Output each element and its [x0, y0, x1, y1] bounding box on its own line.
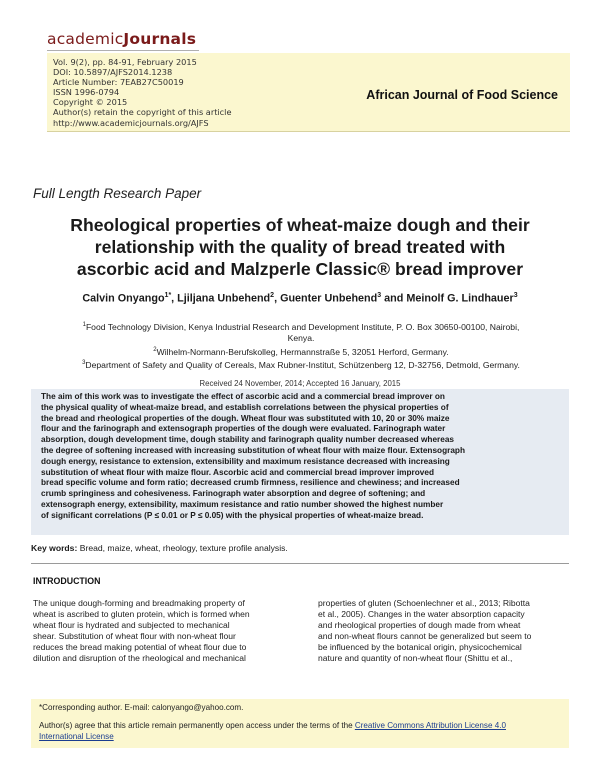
license-text: Author(s) agree that this article remain permanently open access under the terms of the: [39, 721, 355, 730]
intro-line: properties of gluten (Schoenlechner et al., 2013; Ribotta: [318, 598, 530, 608]
journal-name: African Journal of Food Science: [366, 88, 558, 102]
author-name: Ljiljana Unbehend: [177, 292, 271, 305]
title-line: ascorbic acid and Malzperle Classic® bread improver: [76, 259, 524, 279]
abstract-line: The aim of this work was to investigate the effect of ascorbic acid and a commercial bread improver on: [41, 392, 445, 401]
intro-line: and rheological properties of dough made from wheat: [318, 620, 521, 631]
author-name: Calvin Onyango: [82, 292, 165, 305]
meta-rights: Author(s) retain the copyright of this article: [53, 107, 232, 118]
abstract-line: the degree of softening increased with increasing substitution of wheat flour with maize flour. Extensograph: [41, 445, 466, 455]
intro-line: and non-wheat flours cannot be generalized but seem to: [318, 631, 532, 642]
intro-line: wheat is ascribed to gluten protein, which is formed when: [33, 609, 250, 620]
abstract-line: flour and the farinograph and extensograph properties of the dough were evaluated. Farinograph water: [41, 424, 446, 434]
author-separator: and: [381, 292, 407, 305]
license-link[interactable]: Creative Commons Attribution License 4.0: [354, 721, 506, 730]
abstract-line: the bread and rheological properties of the dough. Wheat flour was substituted with 10, 20 or 30% maize: [41, 413, 450, 423]
meta-copyright: Copyright © 2015: [53, 97, 128, 108]
license-note: [39, 721, 559, 742]
intro-column-left: [33, 598, 281, 665]
intro-line: The unique dough-forming and breadmaking property of: [33, 598, 245, 608]
intro-line: be influenced by the botanical origin, physicochemical: [318, 642, 522, 653]
abstract-line: absorption, dough development time, dough stability and farinograph quality number decreased whereas: [41, 435, 455, 445]
affiliation-3: $^3$Department of Safety and Quality of Cereals, Max Rubner-Institut, Schützenberg 12, D-32756, Detmold, Germany.: [82, 359, 520, 370]
abstract-line: of significant correlations (P ≤ 0.01 or P ≤ 0.05) with the physical properties of wheat-maize bread.: [41, 510, 424, 520]
logo-text-academic: academic: [47, 30, 124, 48]
title-line: Rheological properties of wheat-maize dough and their: [70, 215, 530, 235]
meta-issn: ISSN 1996-0794: [53, 87, 120, 98]
paper-type: Full Length Research Paper: [33, 186, 202, 201]
logo-text-journals: Journals: [123, 30, 197, 48]
abstract-line: the physical quality of wheat-maize bread, and establish correlations between the physical properties of: [41, 402, 449, 412]
keywords-list: Bread, maize, wheat, rheology, texture profile analysis.: [79, 543, 288, 553]
header-box: [47, 53, 570, 132]
abstract-line: crumb springiness and cohesiveness. Farinograph water absorption and degree of softening; and: [41, 489, 426, 499]
affiliation-2: $^2$Wilhelm-Normann-Berufskolleg, Hermannstraße 5, 32051 Herford, Germany.: [153, 346, 449, 357]
introduction-heading: INTRODUCTION: [33, 576, 101, 586]
corresponding-author-note: *Corresponding author. E-mail: calonyango@yahoo.com.: [39, 703, 244, 712]
license-link-cont[interactable]: International License: [39, 731, 114, 741]
abstract-box: [31, 389, 569, 535]
affiliation-1: $^1$Food Technology Division, Kenya Industrial Research and Development Institute, P. O. Box 30650-00100, Nairobi,: [82, 321, 520, 332]
abstract-line: substitution of wheat flour with maize flour. Ascorbic acid and commercial bread improver improved: [41, 467, 435, 477]
article-meta: [53, 57, 232, 128]
footnote-box: [31, 699, 569, 748]
intro-line: shear. Substitution of wheat flour with non-wheat flour: [33, 631, 236, 642]
journal-logo[interactable]: [47, 30, 196, 48]
abstract-line: extensograph energy, extensibility, maximum resistance and ratio number showed the highest number: [41, 499, 444, 509]
affiliation-1-cont: Kenya.: [287, 333, 315, 344]
author-name: Meinolf G. Lindhauer: [406, 292, 514, 305]
author-separator: ,: [274, 292, 281, 305]
article-title: [30, 214, 570, 280]
author-list: [30, 292, 570, 305]
intro-column-right: [318, 598, 566, 665]
meta-doi: DOI: 10.5897/AJFS2014.1238: [53, 67, 173, 78]
abstract-line: bread specific volume and form ratio; decreased crumb firmness, resilience and chewiness; and increased: [41, 478, 460, 488]
abstract-line: dough energy, resistance to extension, extensibility and maximum resistance decreased with increasing: [41, 456, 450, 466]
meta-volume: Vol. 9(2), pp. 84-91, February 2015: [53, 57, 197, 67]
intro-line: wheat flour is hydrated and subjected to mechanical: [33, 620, 230, 631]
received-dates: Received 24 November, 2014; Accepted 16 January, 2015: [199, 379, 401, 388]
author-affiliation-mark: 1*: [164, 292, 172, 299]
intro-line: reduces the bread making potential of wheat flour due to: [33, 642, 247, 653]
author-name: Guenter Unbehend: [280, 292, 378, 305]
author-affiliation-mark: 2: [270, 292, 275, 299]
abstract-text: [41, 392, 559, 522]
author-affiliation-mark: 3: [513, 292, 518, 299]
title-line: relationship with the quality of bread treated with: [94, 237, 506, 257]
keywords-label: Key words:: [31, 543, 78, 553]
intro-line: dilution and disruption of the rheological and mechanical: [33, 653, 246, 664]
affiliations: [40, 320, 562, 371]
author-affiliation-mark: 3: [377, 292, 382, 299]
meta-article-number: Article Number: 7EAB27C50019: [53, 77, 184, 88]
author-separator: ,: [171, 292, 178, 305]
intro-line: nature and quantity of non-wheat flour (Shittu et al.,: [318, 653, 513, 664]
logo-underline: [47, 50, 199, 51]
keywords: [31, 543, 288, 553]
intro-line: et al., 2005). Changes in the water absorption capacity: [318, 609, 525, 620]
meta-url-link[interactable]: http://www.academicjournals.org/AJFS: [53, 117, 209, 128]
section-divider: [31, 563, 569, 564]
